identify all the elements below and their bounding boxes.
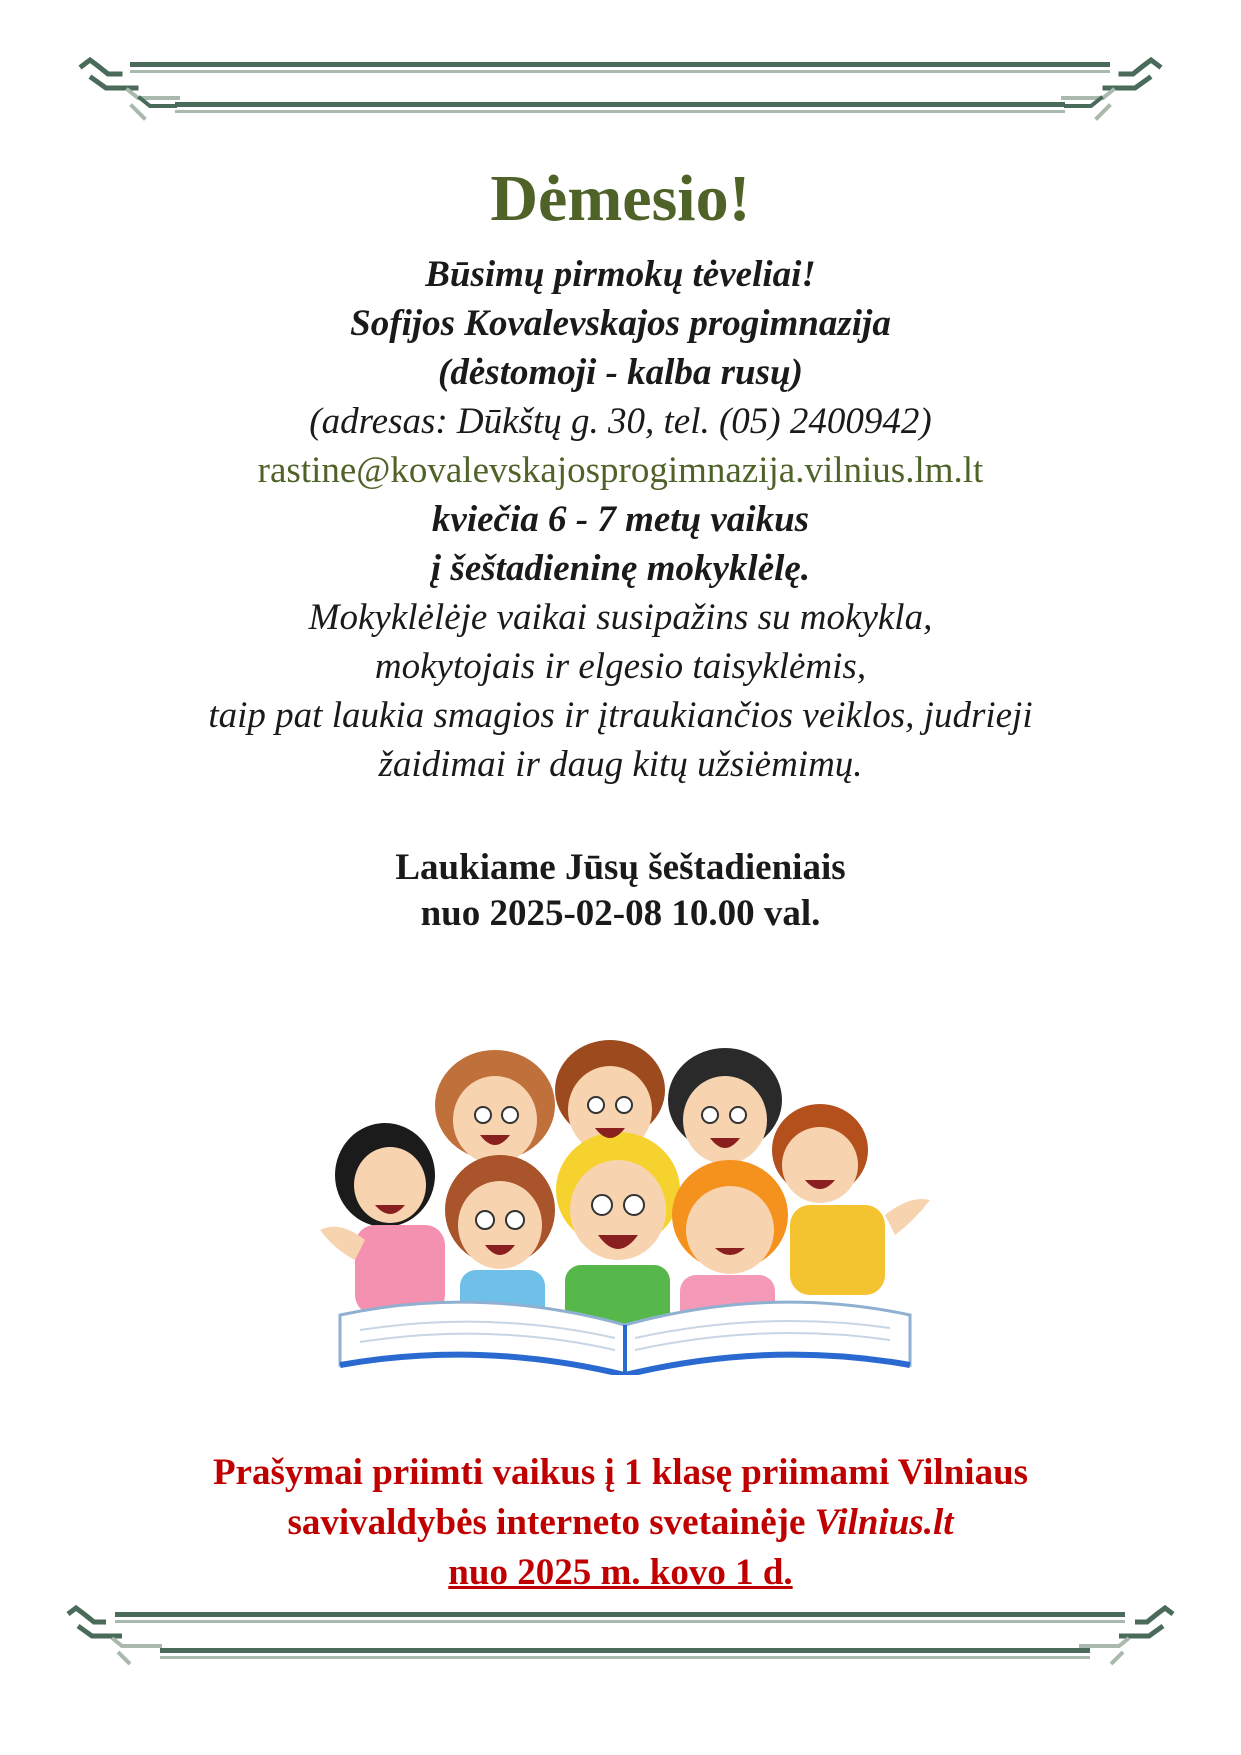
intro-line-language: (dėstomoji - kalba rusų) — [438, 352, 803, 393]
schedule-line-1: Laukiame Jūsų šeštadieniais — [395, 847, 846, 888]
description-line-4: žaidimai ir daug kitų užsiėmimų. — [378, 744, 863, 785]
email-address: rastine@kovalevskajosprogimnazija.vilnius.lm.lt — [257, 450, 984, 491]
description-line-3: taip pat laukia smagios ir įtraukiančios veiklos, judrieji — [208, 695, 1033, 736]
notice-line-1: Prašymai priimti vaikus į 1 klasę priimami Vilniaus — [212, 1452, 1029, 1493]
front-row-children — [445, 1132, 788, 1330]
description-line-2: mokytojais ir elgesio taisyklėmis, — [374, 646, 867, 687]
description-line-1: Mokyklėlėje vaikai susipažins su mokykla, — [308, 597, 933, 638]
vilnius-site-name: Vilnius.lt — [814, 1502, 954, 1543]
notice-line-2 — [60, 1498, 1181, 1548]
application-notice — [60, 1448, 1181, 1598]
intro-line-school: Sofijos Kovalevskajos progimnazija — [350, 303, 891, 344]
notice-line-3: nuo 2025 m. kovo 1 d. — [448, 1552, 793, 1593]
notice-line-2-text: savivaldybės interneto svetainėje — [287, 1502, 815, 1543]
intro-line-parents: Būsimų pirmokų tėveliai! — [425, 254, 816, 295]
flyer-body — [60, 160, 1181, 937]
bottom-decorative-border — [0, 1600, 1241, 1680]
invite-line-school: į šeštadieninę mokyklėlę. — [430, 548, 811, 589]
schedule-line-2: nuo 2025-02-08 10.00 val. — [420, 893, 821, 934]
children-reading-illustration — [320, 1030, 930, 1375]
address-line: (adresas: Dūkštų g. 30, tel. (05) 2400942) — [309, 401, 932, 442]
top-decorative-border — [0, 50, 1241, 130]
page-title: Dėmesio! — [490, 162, 751, 235]
invite-line-age: kviečia 6 - 7 metų vaikus — [431, 499, 810, 540]
